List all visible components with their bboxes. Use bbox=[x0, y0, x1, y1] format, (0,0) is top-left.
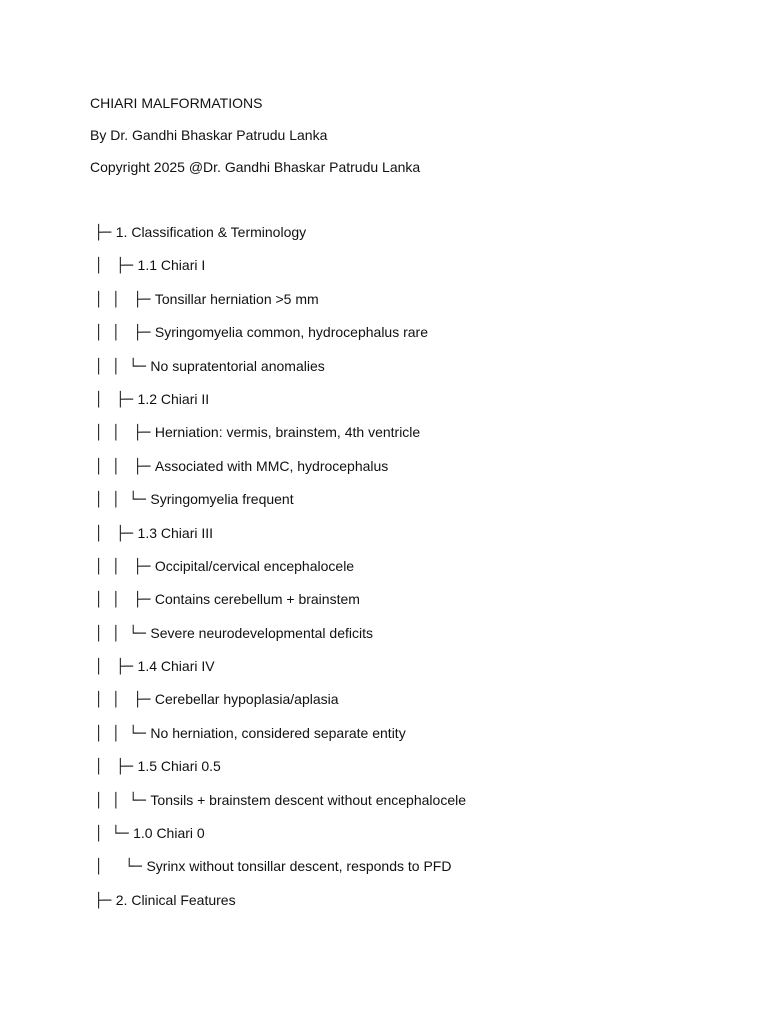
outline-item-label: Syringomyelia frequent bbox=[150, 491, 294, 508]
outline-item bbox=[90, 322, 730, 355]
outline-item-label: Occipital/cervical encephalocele bbox=[154, 557, 355, 574]
outline-item-label: Contains cerebellum + brainstem bbox=[154, 591, 360, 608]
outline-item-label: Associated with MMC, hydrocephalus bbox=[154, 457, 389, 474]
document-title: CHIARI MALFORMATIONS bbox=[90, 95, 263, 111]
outline-item bbox=[90, 689, 730, 722]
outline-item bbox=[90, 756, 730, 789]
outline-item bbox=[90, 422, 730, 455]
outline-item-label: No supratentorial anomalies bbox=[150, 357, 325, 374]
tree-connector: │ ├─ bbox=[90, 258, 138, 275]
tree-connector: │ │ ├─ bbox=[90, 692, 155, 709]
outline-item-label: Syrinx without tonsillar descent, responds to PFD bbox=[146, 858, 452, 875]
outline-item bbox=[90, 356, 730, 389]
tree-connector: │ ├─ bbox=[90, 525, 138, 542]
tree-connector: │ │ ├─ bbox=[90, 458, 155, 475]
document-copyright: Copyright 2025 @Dr. Gandhi Bhaskar Patrudu Lanka bbox=[90, 159, 421, 175]
outline-item-label: Tonsils + brainstem descent without encephalocele bbox=[150, 791, 466, 808]
tree-connector: ├─ bbox=[90, 892, 116, 909]
tree-connector: │ │ ├─ bbox=[90, 558, 155, 575]
outline-item bbox=[90, 656, 730, 689]
outline-item-label: 1.2 Chiari II bbox=[137, 390, 210, 407]
document-author: By Dr. Gandhi Bhaskar Patrudu Lanka bbox=[90, 127, 328, 143]
tree-connector: │ ├─ bbox=[90, 759, 138, 776]
outline-item-label: 1.4 Chiari IV bbox=[137, 658, 215, 675]
outline-tree bbox=[90, 222, 730, 923]
tree-connector: │ └─ bbox=[90, 826, 134, 843]
tree-connector: │ │ └─ bbox=[90, 625, 151, 642]
outline-item-label: Tonsillar herniation >5 mm bbox=[154, 290, 319, 307]
outline-item bbox=[90, 523, 730, 556]
tree-connector: │ │ ├─ bbox=[90, 291, 155, 308]
outline-item bbox=[90, 723, 730, 756]
tree-connector: │ │ ├─ bbox=[90, 592, 155, 609]
outline-item bbox=[90, 589, 730, 622]
tree-connector: │ ├─ bbox=[90, 659, 138, 676]
outline-item-label: 2. Clinical Features bbox=[115, 891, 236, 908]
tree-connector: │ └─ bbox=[90, 859, 147, 876]
outline-item-label: 1. Classification & Terminology bbox=[115, 224, 307, 240]
outline-item-label: 1.1 Chiari I bbox=[137, 257, 206, 274]
tree-connector: │ │ ├─ bbox=[90, 425, 155, 442]
tree-connector: │ │ └─ bbox=[90, 492, 151, 509]
tree-connector: │ │ ├─ bbox=[90, 325, 155, 342]
outline-item-label: Herniation: vermis, brainstem, 4th ventricle bbox=[154, 424, 421, 441]
tree-connector: │ │ └─ bbox=[90, 358, 151, 375]
outline-item bbox=[90, 823, 730, 856]
outline-item bbox=[90, 890, 730, 923]
outline-item-label: Severe neurodevelopmental deficits bbox=[150, 624, 373, 641]
outline-item-label: 1.0 Chiari 0 bbox=[133, 825, 205, 842]
outline-item bbox=[90, 289, 730, 322]
outline-item-label: Cerebellar hypoplasia/aplasia bbox=[154, 691, 339, 708]
outline-item-label: 1.3 Chiari III bbox=[137, 524, 214, 541]
outline-item bbox=[90, 623, 730, 656]
outline-item bbox=[90, 489, 730, 522]
outline-item bbox=[90, 255, 730, 288]
outline-item bbox=[90, 222, 730, 255]
tree-connector: │ │ └─ bbox=[90, 725, 151, 742]
tree-connector: │ ├─ bbox=[90, 391, 138, 408]
outline-item bbox=[90, 389, 730, 422]
outline-item-label: Syringomyelia common, hydrocephalus rare bbox=[154, 324, 428, 341]
outline-item bbox=[90, 456, 730, 489]
tree-connector: ├─ bbox=[90, 225, 116, 241]
outline-item-label: No herniation, considered separate entity bbox=[150, 724, 406, 741]
tree-connector: │ │ └─ bbox=[90, 792, 151, 809]
outline-item bbox=[90, 556, 730, 589]
outline-item-label: 1.5 Chiari 0.5 bbox=[137, 758, 221, 775]
outline-item bbox=[90, 856, 730, 889]
outline-item bbox=[90, 790, 730, 823]
